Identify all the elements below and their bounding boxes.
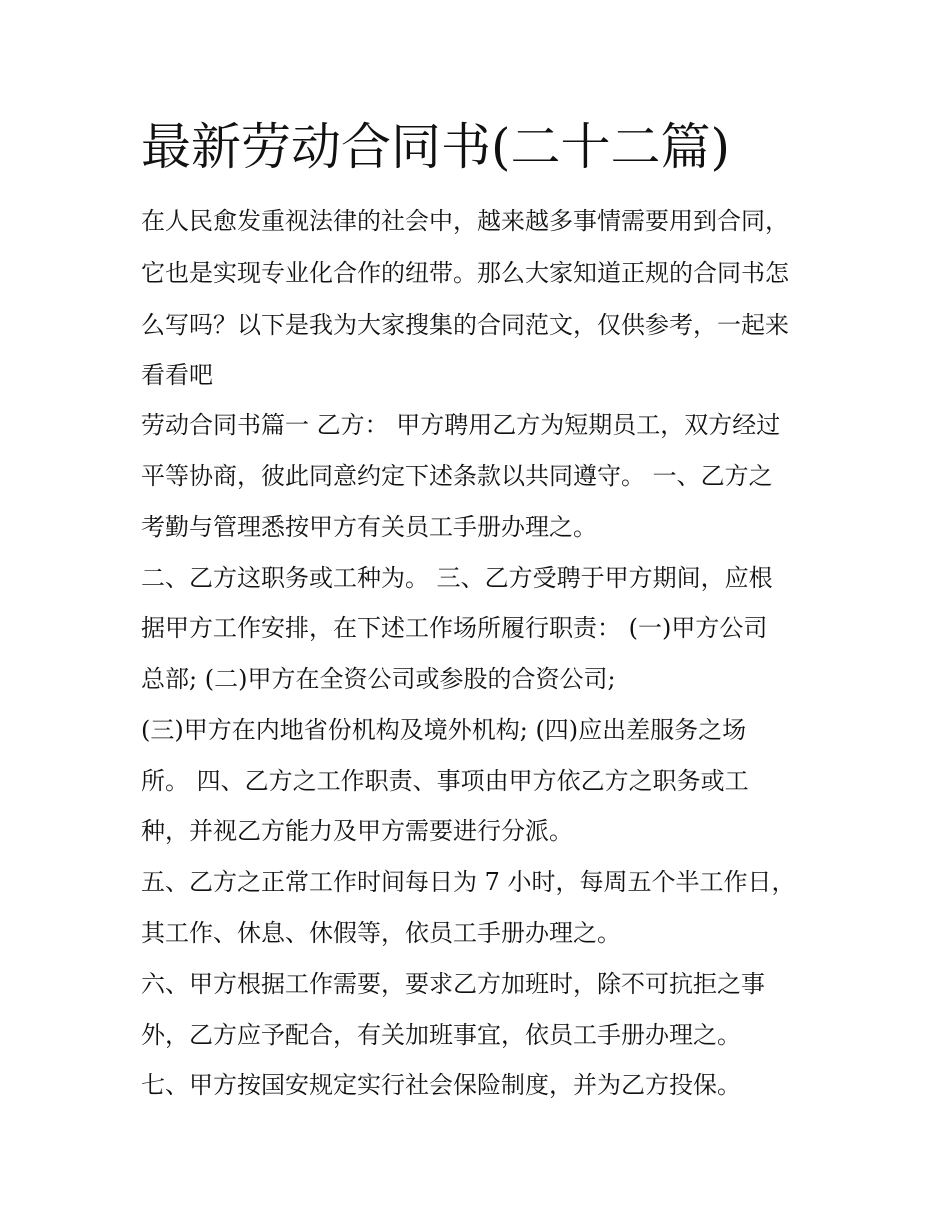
body-line: 六、甲方根据工作需要，要求乙方加班时，除不可抗拒之事	[141, 970, 765, 998]
body-line: 外，乙方应予配合，有关加班事宜，依员工手册办理之。	[141, 1021, 741, 1049]
body-line: 在人民愈发重视法律的社会中，越来越多事情需要用到合同，	[141, 207, 789, 235]
body-line: 总部; (二)甲方在全资公司或参股的合资公司;	[141, 665, 616, 693]
body-line: 所。 四、乙方之工作职责、事项由甲方依乙方之职务或工	[141, 767, 749, 795]
body-line: (三)甲方在内地省份机构及境外机构; (四)应出差服务之场	[141, 716, 747, 744]
body-line: 七、甲方按国安规定实行社会保险制度，并为乙方投保。	[141, 1071, 741, 1099]
body-line: 据甲方工作安排，在下述工作场所履行职责： (一)甲方公司	[141, 614, 768, 642]
body-line: 五、乙方之正常工作时间每日为 7 小时，每周五个半工作日，	[141, 868, 796, 896]
body-line: 么写吗？以下是我为大家搜集的合同范文，仅供参考，一起来	[141, 311, 789, 339]
body-line: 种，并视乙方能力及甲方需要进行分派。	[141, 817, 573, 845]
body-line: 二、乙方这职务或工种为。 三、乙方受聘于甲方期间，应根	[141, 564, 773, 592]
body-line: 平等协商，彼此同意约定下述条款以共同遵守。 一、乙方之	[141, 462, 773, 490]
body-line: 它也是实现专业化合作的纽带。那么大家知道正规的合同书怎	[141, 259, 789, 287]
body-line: 考勤与管理悉按甲方有关员工手册办理之。	[141, 513, 597, 541]
body-line: 看看吧	[141, 361, 213, 389]
body-line: 其工作、休息、休假等，依员工手册办理之。	[141, 919, 621, 947]
body-line: 劳动合同书篇一 乙方： 甲方聘用乙方为短期员工，双方经过	[141, 411, 781, 439]
document-title: 最新劳动合同书(二十二篇)	[141, 118, 731, 176]
